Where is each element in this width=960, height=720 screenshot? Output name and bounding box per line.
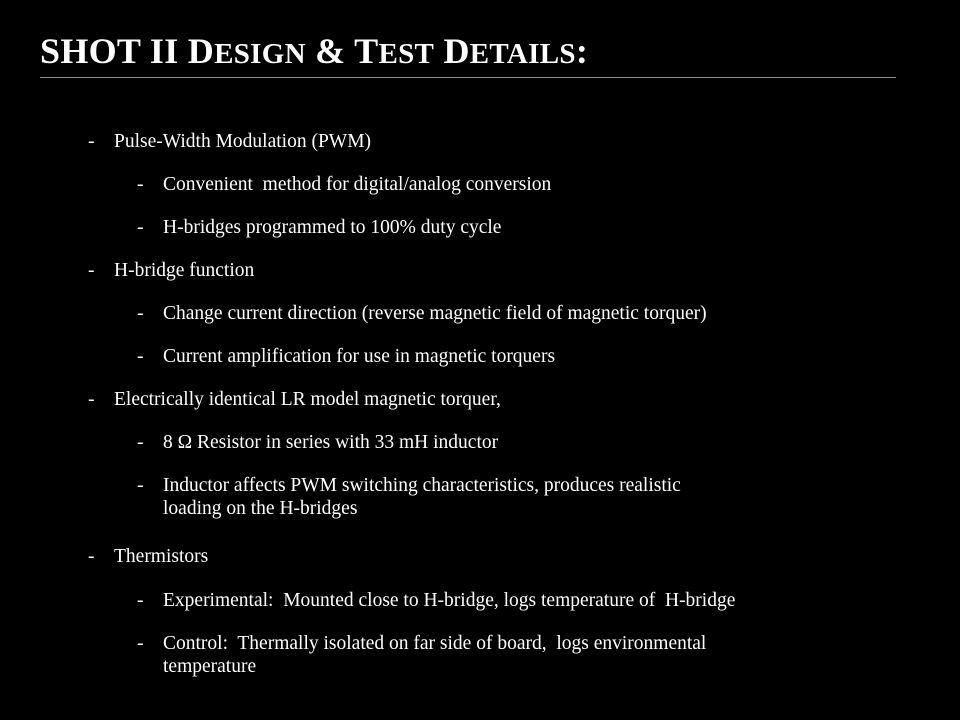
bullet-dash: -: [137, 432, 144, 453]
bullet-text: H-bridges programmed to 100% duty cycle: [163, 217, 502, 238]
bullet-text: Inductor affects PWM switching characteristics, produces realistic loading on the H-bridges: [163, 475, 681, 519]
bullet-text: Experimental: Mounted close to H-bridge, logs temperature of H-bridge: [163, 590, 736, 611]
title-part: & T: [305, 31, 379, 71]
title-part: D: [434, 31, 470, 71]
title-part: ETAILS: [469, 38, 576, 70]
title-underline: [40, 77, 896, 78]
bullet-dash: -: [137, 633, 144, 654]
bullet-text: Convenient method for digital/analog conversion: [163, 174, 552, 195]
bullet-text: Control: Thermally isolated on far side of board, logs environmental temperature: [163, 633, 707, 677]
bullet-dash: -: [137, 346, 144, 367]
bullet-dash: -: [88, 131, 95, 152]
bullet-text: 8 Ω Resistor in series with 33 mH inductor: [163, 432, 499, 453]
bullet-text: Change current direction (reverse magnetic field of magnetic torquer): [163, 303, 707, 324]
title-part: ESIGN: [214, 38, 306, 70]
title-part: EST: [378, 38, 435, 70]
bullet-dash: -: [88, 389, 95, 410]
bullet-text: H-bridge function: [114, 260, 255, 281]
bullet-dash: -: [88, 546, 95, 567]
bullet-dash: -: [137, 590, 144, 611]
slide-title: [40, 28, 588, 77]
bullet-text: Electrically identical LR model magnetic torquer,: [114, 389, 501, 410]
bullet-dash: -: [137, 303, 144, 324]
bullet-dash: -: [137, 475, 144, 496]
bullet-text: Thermistors: [114, 546, 209, 567]
bullet-dash: -: [88, 260, 95, 281]
bullet-dash: -: [137, 217, 144, 238]
title-part: SHOT II D: [40, 31, 215, 71]
title-part: :: [575, 31, 589, 71]
bullet-text: Current amplification for use in magnetic torquers: [163, 346, 556, 367]
bullet-text: Pulse-Width Modulation (PWM): [114, 131, 372, 152]
bullet-dash: -: [137, 174, 144, 195]
